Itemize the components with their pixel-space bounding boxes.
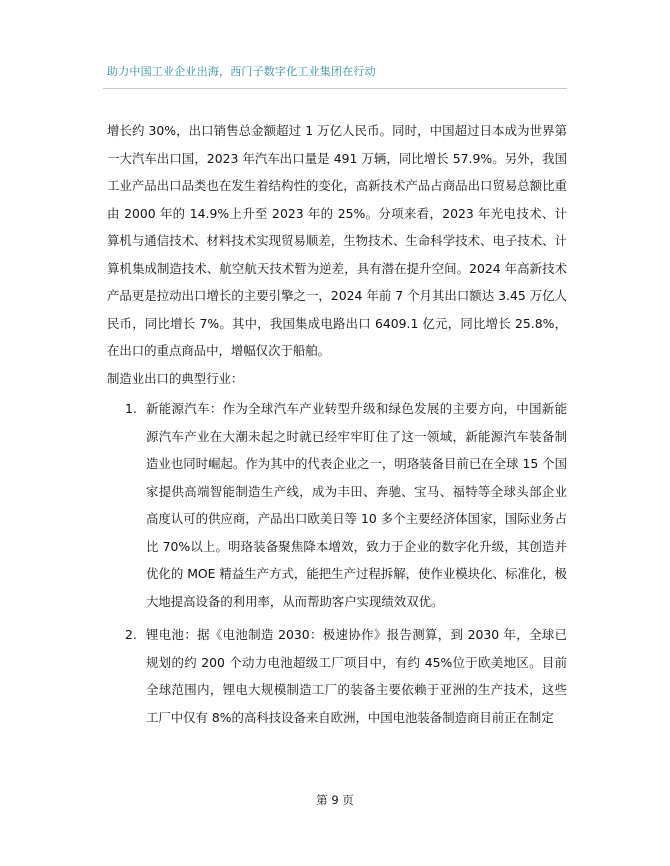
list-item xyxy=(107,395,567,615)
list-item-text: 新能源汽车：作为全球汽车产业转型升级和绿色发展的主要方向，中国新能源汽车产业在大潮未起之时就已经牢牢盯住了这一领域，新能源汽车装备制造业也同时崛起。作为其中的代表企业之一，明珞装备目前已在全球 15 个国家提供高端智能制造生产线，成为丰田、奔驰、宝马、福特等全球头部企业高度认可的供应商，产品出口欧美日等 10 多个主要经济体国家，国际业务占比 70%以上。明珞装备聚焦降本增效，致力于企业的数字化升级，其创造并优化的 MOE 精益生产方式，能把生产过程拆解，使作业模块化、标准化，极大地提高设备的利用率，从而帮助客户实现绩效双优。 xyxy=(146,401,567,609)
list-item-text: 锂电池：据《电池制造 2030：极速协作》报告测算，到 2030 年，全球已规划的约 200 个动力电池超级工厂项目中，有约 45%位于欧美地区。目前全球范围内，锂电大规模制造工厂的装备主要依赖于亚洲的生产技术，这些工厂中仅有 8%的高科技设备来自欧洲，中国电池装备制造商目前正在制定 xyxy=(146,627,567,725)
paragraph: 增长约 30%，出口销售总金额超过 1 万亿人民币。同时，中国超过日本成为世界第一大汽车出口国，2023 年汽车出口量是 491 万辆，同比增长 57.9%。另外，我国工业产品出口品类也在发生着结构性的变化，高新技术产品占商品出口贸易总额比重由 2000 年的 14.9%上升至 2023 年的 25%。分项来看，2023 年光电技术、计算机与通信技术、材料技术实现贸易顺差，生物技术、生命科学技术、电子技术、计算机集成制造技术、航空航天技术暂为逆差，具有潜在提升空间。2024 年高新技术产品更是拉动出口增长的主要引擎之一，2024 年前 7 个月其出口额达 3.45 万亿人民币，同比增长 7%。其中，我国集成电路出口 6409.1 亿元，同比增长 25.8%，在出口的重点商品中，增幅仅次于船舶。 xyxy=(107,123,567,358)
running-header: 助力中国工业企业出海，西门子数字化工业集团在行动 xyxy=(107,65,376,78)
body-text xyxy=(107,117,567,731)
list-number: 2. xyxy=(125,627,137,642)
header-divider xyxy=(103,88,567,89)
section-heading: 制造业出口的典型行业： xyxy=(107,370,244,386)
page-number: 第 9 页 xyxy=(316,793,354,807)
list-number: 1. xyxy=(125,401,137,416)
list-item xyxy=(107,621,567,731)
